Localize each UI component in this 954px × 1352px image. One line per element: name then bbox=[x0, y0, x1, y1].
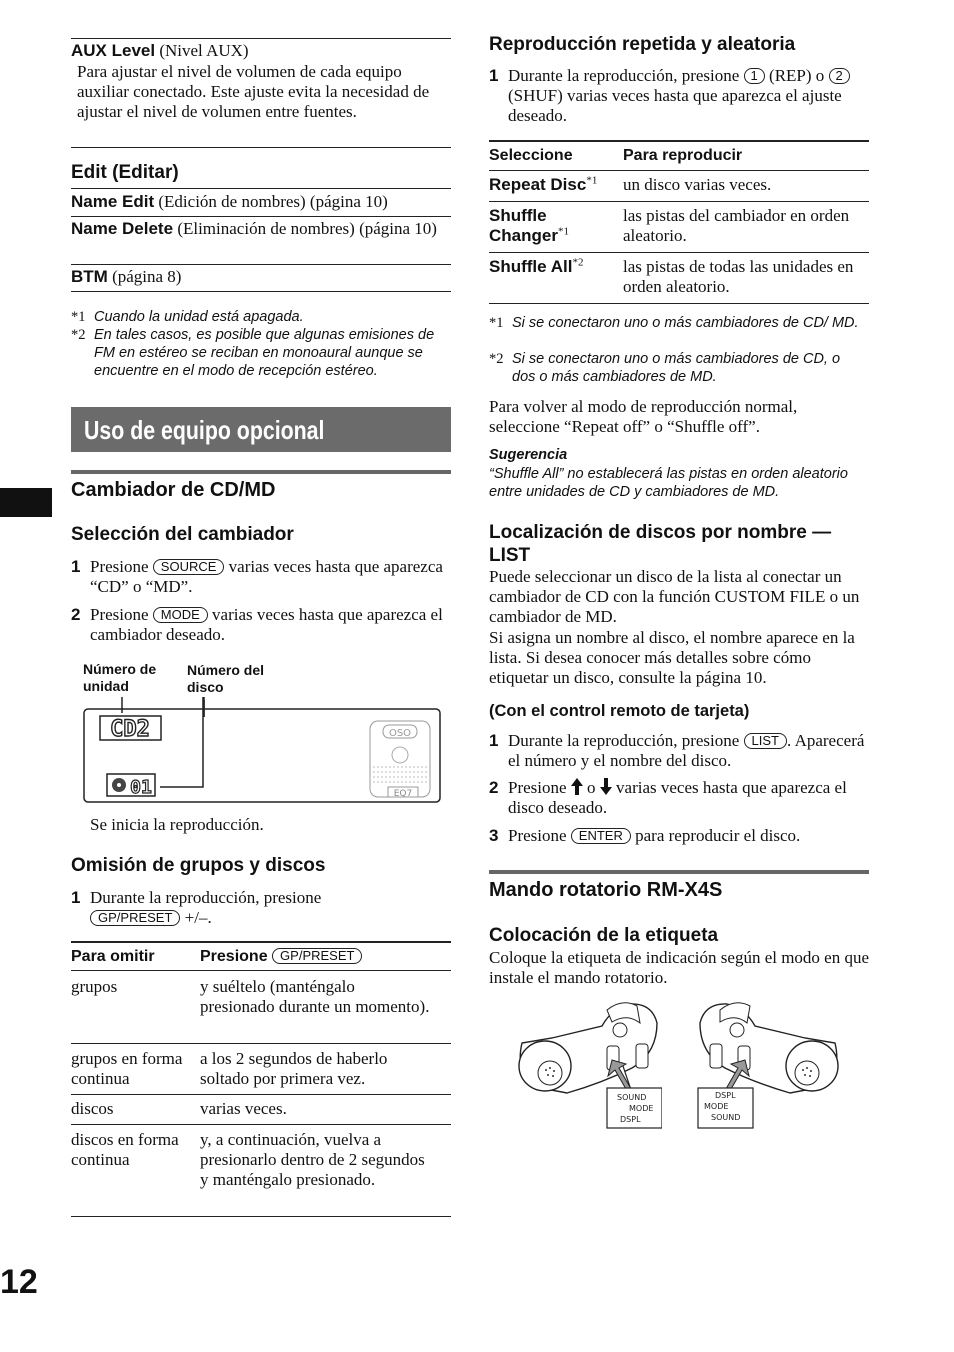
table-cell bbox=[489, 206, 604, 246]
label-mode: MODE bbox=[704, 1102, 729, 1111]
table-rule bbox=[71, 970, 451, 971]
table-cell: a los 2 segundos de haberlo soltado por primera vez. bbox=[200, 1049, 388, 1088]
list-step-2 bbox=[489, 778, 871, 818]
table-rule bbox=[71, 1124, 451, 1125]
divider bbox=[71, 147, 451, 148]
list-heading: Localización de discos por nombre — LIST bbox=[489, 522, 832, 566]
divider bbox=[71, 264, 451, 265]
table-cell: discos bbox=[71, 1099, 114, 1118]
list-paragraph-1: Puede seleccionar un disco de la lista al conectar un cambiador de CD con la función CUSTOM FILE o un cambiador de MD. bbox=[489, 567, 860, 626]
step-text: varias veces hasta que aparezca el disco deseado. bbox=[508, 778, 847, 817]
option-term: Shuffle All bbox=[489, 257, 573, 276]
list-step-1 bbox=[489, 731, 871, 771]
table-cell: y suéltelo (manténgalo presionado durante un momento). bbox=[200, 977, 430, 1016]
display-disc-text: 01 bbox=[130, 777, 152, 798]
table-cell bbox=[489, 175, 619, 195]
table-rule bbox=[489, 252, 869, 253]
omit-step-1 bbox=[71, 888, 451, 928]
footnote-mark: *1 bbox=[71, 309, 86, 325]
shuf-button-label: 2 bbox=[829, 68, 850, 84]
name-edit-item bbox=[71, 192, 451, 212]
arrow-up-icon bbox=[571, 778, 583, 795]
footnote-text: Si se conectaron uno o más cambiadores de CD/ MD. bbox=[512, 315, 859, 331]
label-unit-number: Número de unidad bbox=[83, 661, 157, 694]
footnote-ref: *1 bbox=[586, 174, 598, 187]
omit-col-header-2 bbox=[200, 947, 362, 967]
table-top-rule bbox=[489, 140, 869, 142]
footnote-mark: *2 bbox=[489, 351, 504, 367]
enter-button-label: ENTER bbox=[571, 828, 631, 844]
table-rule bbox=[71, 1216, 451, 1217]
display-eq-text: EQ7 bbox=[393, 789, 413, 799]
btm-item bbox=[71, 267, 451, 287]
step-text: +/–. bbox=[184, 908, 212, 927]
banner-title: Uso de equipo opcional bbox=[84, 415, 325, 445]
step-text: (REP) o bbox=[769, 66, 825, 85]
table-rule bbox=[71, 1094, 451, 1095]
repeat-shuffle-heading: Reproducción repetida y aleatoria bbox=[489, 34, 796, 55]
rotary-right-illustration bbox=[695, 998, 845, 1133]
arrow-down-icon bbox=[600, 778, 612, 795]
step-text: Presione bbox=[90, 557, 149, 576]
step-number: 2 bbox=[489, 778, 499, 797]
divider bbox=[71, 38, 451, 39]
header-text: Presione bbox=[200, 948, 268, 965]
step-number: 1 bbox=[71, 557, 81, 576]
footnote-ref: *2 bbox=[572, 256, 584, 269]
name-delete-desc: (Eliminación de nombres) (página 10) bbox=[177, 219, 437, 238]
gp-preset-button-label: GP/PRESET bbox=[90, 910, 180, 926]
step-text: para reproducir el disco. bbox=[635, 826, 801, 845]
divider bbox=[71, 188, 451, 189]
option-term: Repeat Disc bbox=[489, 175, 587, 194]
display-source-text: CD2 bbox=[110, 717, 150, 742]
step-text: o bbox=[587, 778, 596, 797]
table-rule bbox=[71, 1043, 451, 1044]
section-rule bbox=[71, 470, 451, 474]
footnote-mark: *1 bbox=[489, 315, 504, 331]
divider bbox=[71, 291, 451, 292]
table-cell: discos en forma continua bbox=[71, 1130, 179, 1169]
normal-mode-text: Para volver al modo de reproducción normal, seleccione “Repeat off” o “Shuffle off”. bbox=[489, 397, 798, 436]
step-text: (SHUF) varias veces hasta que aparezca el ajuste deseado. bbox=[508, 86, 842, 125]
table-cell: un disco varias veces. bbox=[623, 175, 772, 194]
tip-label: Sugerencia bbox=[489, 447, 568, 463]
aux-level-description: Para ajustar el nivel de volumen de cada equipo auxiliar conectado. Este ajuste evita la necesidad de ajustar el nivel de volumen entre fuentes. bbox=[77, 62, 430, 121]
step-text: varias veces hasta que aparezca “CD” o “MD”. bbox=[90, 557, 443, 596]
list-step-3 bbox=[489, 826, 871, 846]
selection-heading: Selección del cambiador bbox=[71, 524, 294, 545]
name-edit-term: Name Edit bbox=[71, 192, 155, 211]
cd-md-heading: Cambiador de CD/MD bbox=[71, 479, 276, 501]
table-cell: las pistas de todas las unidades en orden aleatorio. bbox=[623, 257, 854, 296]
mode-button-label: MODE bbox=[153, 607, 208, 623]
table-top-rule bbox=[71, 941, 451, 943]
remote-heading: (Con el control remoto de tarjeta) bbox=[489, 702, 750, 720]
display-oso-text: OSO bbox=[388, 728, 412, 739]
footnote-1 bbox=[489, 314, 869, 332]
step-number: 1 bbox=[71, 888, 81, 907]
step-text: . Aparecerá el número y el nombre del disco. bbox=[508, 731, 865, 770]
step-number: 1 bbox=[489, 66, 499, 85]
step-text: Presione bbox=[90, 605, 149, 624]
step-number: 1 bbox=[489, 731, 499, 750]
page-number: 12 bbox=[0, 1263, 38, 1301]
label-sound: SOUND bbox=[711, 1113, 741, 1122]
label-placement-heading: Colocación de la etiqueta bbox=[489, 925, 719, 946]
label-sound: SOUND bbox=[617, 1093, 647, 1102]
step-text: Presione bbox=[508, 778, 567, 797]
rep-col-header-1: Seleccione bbox=[489, 147, 573, 164]
step-text: Presione bbox=[508, 826, 567, 845]
footnote-2 bbox=[489, 350, 869, 385]
name-edit-desc: (Edición de nombres) (página 10) bbox=[158, 192, 388, 211]
step-number: 2 bbox=[71, 605, 81, 624]
table-rule bbox=[489, 170, 869, 171]
list-paragraph-2: Si asigna un nombre al disco, el nombre aparece en la lista. Si desea conocer más detalles sobre cómo etiquetar un disco, consulte la página 10. bbox=[489, 628, 855, 687]
table-cell: y, a continuación, vuelva a presionarlo dentro de 2 segundos y manténgalo presionado. bbox=[200, 1130, 425, 1189]
table-rule bbox=[489, 303, 869, 304]
side-tab bbox=[0, 488, 52, 517]
footnote-text: Cuando la unidad está apagada. bbox=[94, 309, 304, 325]
aux-level-item bbox=[71, 41, 451, 61]
aux-level-term: AUX Level bbox=[71, 41, 156, 60]
footnote-2 bbox=[71, 326, 451, 379]
step-1 bbox=[71, 557, 451, 597]
section-rule bbox=[489, 870, 869, 874]
omit-col-header-1: Para omitir bbox=[71, 948, 155, 965]
rep-col-header-2: Para reproducir bbox=[623, 147, 743, 164]
footnote-1 bbox=[71, 308, 451, 326]
table-rule bbox=[489, 201, 869, 202]
rotary-heading: Mando rotatorio RM-X4S bbox=[489, 879, 723, 901]
footnote-mark: *2 bbox=[71, 327, 86, 343]
aux-level-paren: (Nivel AUX) bbox=[159, 41, 249, 60]
divider bbox=[71, 216, 451, 217]
source-button-label: SOURCE bbox=[153, 559, 225, 575]
table-cell: las pistas del cambiador en orden aleatorio. bbox=[623, 206, 850, 245]
list-button-label: LIST bbox=[744, 733, 787, 749]
footnote-text: Si se conectaron uno o más cambiadores de CD, o dos o más cambiadores de MD. bbox=[512, 351, 841, 385]
rep-step-1 bbox=[489, 66, 871, 126]
playback-starts: Se inicia la reproducción. bbox=[90, 815, 264, 834]
label-mode: MODE bbox=[629, 1104, 654, 1113]
table-cell: grupos bbox=[71, 977, 118, 996]
step-2 bbox=[71, 605, 451, 645]
btm-term: BTM bbox=[71, 267, 108, 286]
step-text: Durante la reproducción, presione bbox=[90, 888, 322, 907]
rep-button-label: 1 bbox=[744, 68, 765, 84]
tip-text: “Shuffle All” no establecerá las pistas en orden aleatorio entre unidades de CD y cambiadores de MD. bbox=[489, 466, 848, 500]
label-placement-text: Coloque la etiqueta de indicación según el modo en que instale el mando rotatorio. bbox=[489, 948, 870, 987]
step-text: varias veces hasta que aparezca el cambiador deseado. bbox=[90, 605, 443, 644]
btm-desc: (página 8) bbox=[112, 267, 182, 286]
rotary-left-illustration bbox=[512, 998, 662, 1133]
footnote-ref: *1 bbox=[557, 225, 569, 238]
footnote-text: En tales casos, es posible que algunas emisiones de FM en estéreo se reciban en monoaural aunque se encuentre en el modo de recepción estéreo. bbox=[94, 327, 435, 379]
gp-preset-button-label: GP/PRESET bbox=[272, 948, 362, 964]
step-text: Durante la reproducción, presione bbox=[508, 66, 740, 85]
table-cell: varias veces. bbox=[200, 1099, 287, 1118]
edit-heading: Edit (Editar) bbox=[71, 162, 179, 183]
label-dspl: DSPL bbox=[715, 1091, 736, 1100]
display-figure bbox=[83, 697, 443, 807]
step-text: Durante la reproducción, presione bbox=[508, 731, 740, 750]
option-term: Shuffle Changer bbox=[489, 206, 558, 245]
table-cell: grupos en forma continua bbox=[71, 1049, 183, 1088]
step-number: 3 bbox=[489, 826, 499, 845]
label-dspl: DSPL bbox=[620, 1115, 641, 1124]
omit-heading: Omisión de grupos y discos bbox=[71, 855, 326, 876]
table-cell bbox=[489, 257, 619, 277]
label-disc-number: Número del disco bbox=[187, 662, 265, 695]
section-banner bbox=[71, 407, 451, 452]
name-delete-item bbox=[71, 219, 451, 239]
name-delete-term: Name Delete bbox=[71, 219, 174, 238]
